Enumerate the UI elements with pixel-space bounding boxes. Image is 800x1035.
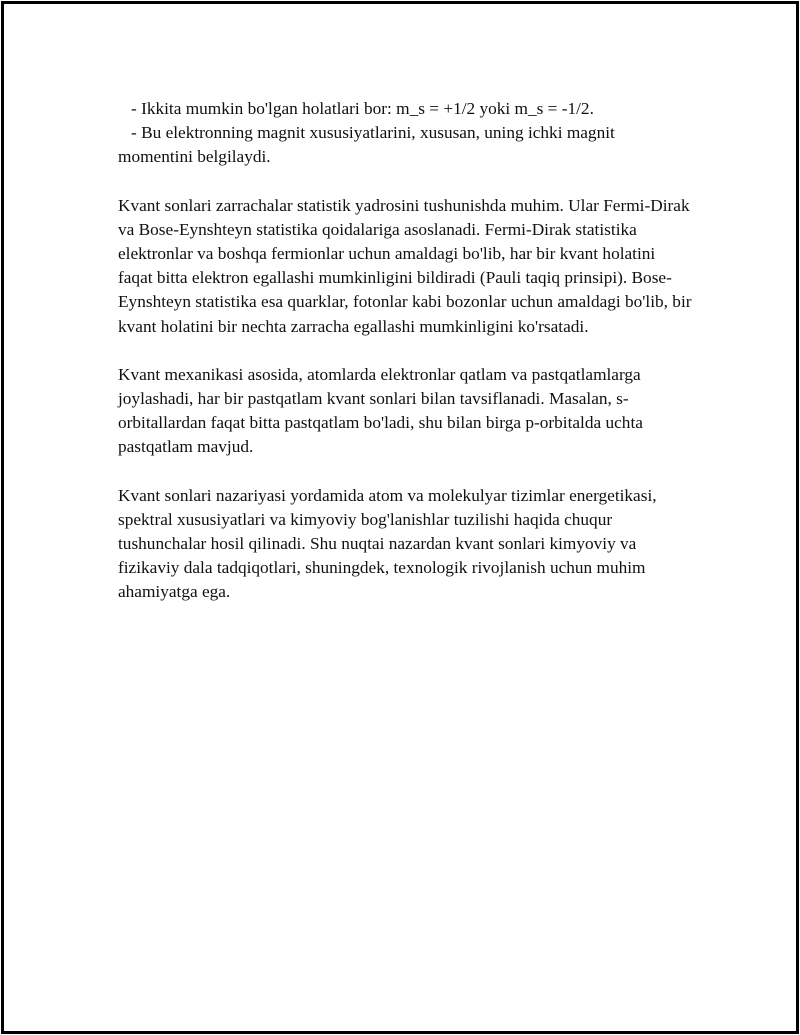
bullet-list [118, 97, 693, 170]
bullet-text: - Bu elektronning magnit xususiyatlarini, xususan, uning ichki magnit momentini belgilaydi. [118, 123, 615, 167]
page-frame [1, 1, 799, 1034]
bullet-item [118, 121, 693, 169]
bullet-text: - Ikkita mumkin bo'lgan holatlari bor: m_s = +1/2 yoki m_s = -1/2. [131, 99, 594, 118]
paragraph: Kvant mexanikasi asosida, atomlarda elektronlar qatlam va pastqatlamlarga joylashadi, har bir pastqatlam kvant sonlari bilan tavsiflanadi. Masalan, s-orbitallardan faqat bitta pastqatlam bo'ladi, shu bilan birga p-orbitalda uchta pastqatlam mavjud. [118, 364, 643, 457]
bullet-item [118, 97, 693, 121]
document-body [118, 97, 693, 605]
paragraph: Kvant sonlari zarrachalar statistik yadrosini tushunishda muhim. Ular Fermi-Dirak va Bose-Eynshteyn statistika qoidalariga asoslanadi. Fermi-Dirak statistika elektronlar va boshqa fermionlar uchun amaldagi bo'lib, har bir kvant holatini faqat bitta elektron egallashi mumkinligini bildiradi (Pauli taqiq prinsipi). Bose-Eynshteyn statistika esa quarklar, fotonlar kabi bozonlar uchun amaldagi bo'lib, bir kvant holatini bir nechta zarracha egallashi mumkinligini ko'rsatadi. [118, 195, 692, 336]
paragraph: Kvant sonlari nazariyasi yordamida atom va molekulyar tizimlar energetikasi, spektral xususiyatlari va kimyoviy bog'lanishlar tuzilishi haqida chuqur tushunchalar hosil qilinadi. Shu nuqtai nazardan kvant sonlari kimyoviy va fizikaviy dala tadqiqotlari, shuningdek, texnologik rivojlanish uchun muhim ahamiyatga ega. [118, 485, 657, 602]
